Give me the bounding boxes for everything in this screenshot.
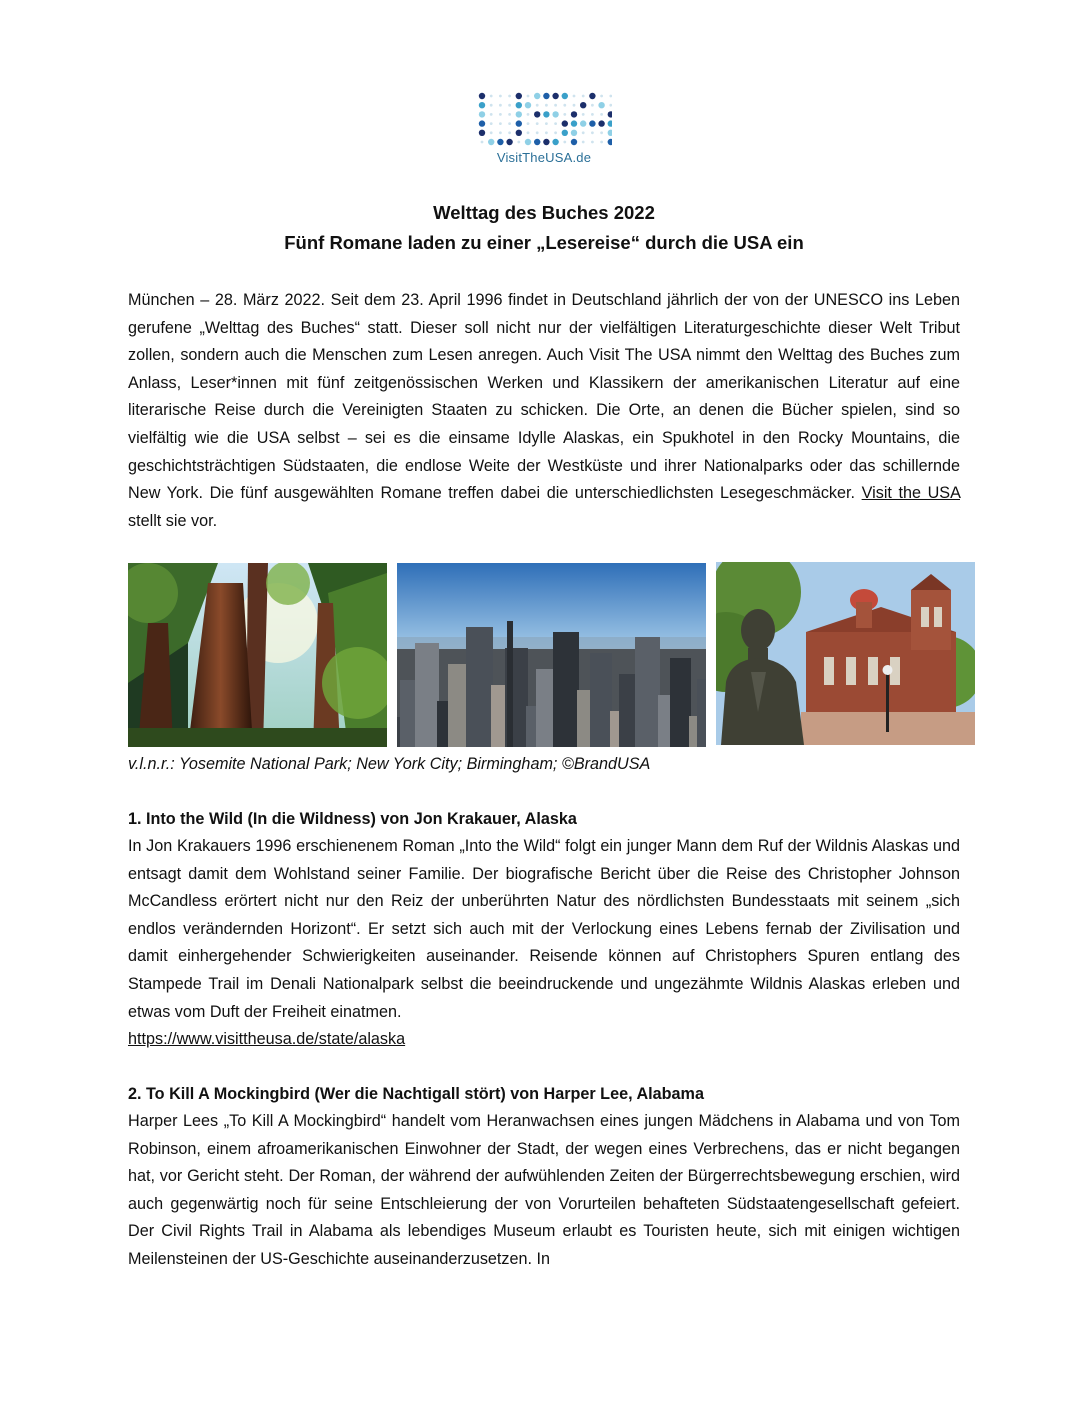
logo-dot xyxy=(508,104,511,107)
logo-dot xyxy=(563,141,566,144)
logo-dot xyxy=(481,141,484,144)
logo-dot xyxy=(534,111,540,117)
building xyxy=(553,632,579,747)
sequoia-forest-image xyxy=(128,563,387,747)
logo-dot xyxy=(552,93,558,99)
logo-dot xyxy=(608,120,612,126)
logo-dot xyxy=(536,122,539,125)
logo-dot xyxy=(490,113,493,116)
logo-dot xyxy=(600,95,603,98)
logo-dot xyxy=(609,104,612,107)
building xyxy=(670,658,691,747)
logo-dot xyxy=(490,95,493,98)
usa-dot-logo-icon xyxy=(476,90,612,148)
logo-dot xyxy=(525,102,531,108)
logo-dot xyxy=(563,113,566,116)
building xyxy=(400,680,417,747)
building xyxy=(619,674,637,747)
logo-dot xyxy=(600,131,603,134)
logo-dot xyxy=(562,130,568,136)
logo-dot xyxy=(499,104,502,107)
logo-dot xyxy=(517,141,520,144)
building xyxy=(697,679,706,747)
logo-dot xyxy=(508,131,511,134)
logo-dot xyxy=(600,141,603,144)
logo-dot xyxy=(608,139,612,145)
logo-dot xyxy=(527,131,530,134)
logo-dot xyxy=(516,102,522,108)
logo-dot xyxy=(562,120,568,126)
alaska-link[interactable]: https://www.visittheusa.de/state/alaska xyxy=(128,1030,406,1049)
logo-dot xyxy=(488,139,494,145)
building xyxy=(536,669,555,747)
logo-dot xyxy=(536,104,539,107)
logo-dot xyxy=(543,111,549,117)
logo-dot xyxy=(582,141,585,144)
logo-dot xyxy=(589,120,595,126)
logo-dot xyxy=(591,141,594,144)
building xyxy=(448,664,468,747)
logo-dot xyxy=(499,131,502,134)
building xyxy=(491,685,507,747)
logo-dot xyxy=(545,122,548,125)
logo-dot xyxy=(508,113,511,116)
logo-dot xyxy=(479,93,485,99)
logo-dot xyxy=(479,111,485,117)
section-body-mockingbird: Harper Lees „To Kill A Mockingbird“ handelt vom Heranwachsen eines jungen Mädchens in Alabama und von Tom Robinson, einem afroamerikanischen Einwohner der Stadt, der wegen eines Verbrechens, das er nicht begangen hat, vor Gericht steht. Der Roman, der während der aufwühlenden Zeiten der Bürgerrechtsbewegung erschien, wird auch gegenwärtig noch für seine Entschleierung der von Vorurteilen behafteten Südstaatengesellschaft gefeiert. Der Civil Rights Trail in Alabama als lebendiges Museum erlaubt es Touristen heute, sich mit einigen wichtigen Meilensteinen der US-Geschichte auseinanderzusetzen. In xyxy=(128,1112,960,1268)
logo-dot xyxy=(580,120,586,126)
logo-dot xyxy=(554,131,557,134)
logo-dot xyxy=(571,120,577,126)
intro-paragraph xyxy=(128,287,960,535)
logo-dot xyxy=(527,95,530,98)
logo-dot xyxy=(545,104,548,107)
logo-dot xyxy=(543,139,549,145)
logo-dot xyxy=(609,95,612,98)
visittheusa-logo xyxy=(476,90,612,168)
logo-dot xyxy=(516,111,522,117)
logo-dot xyxy=(582,113,585,116)
logo-dot xyxy=(479,120,485,126)
logo-dot xyxy=(497,139,503,145)
logo-dot xyxy=(508,122,511,125)
intro-text-end: stellt sie vor. xyxy=(128,511,218,530)
logo-dot xyxy=(589,93,595,99)
logo-dot xyxy=(573,95,576,98)
logo-dot xyxy=(534,93,540,99)
logo-dot xyxy=(479,102,485,108)
logo-dot xyxy=(580,102,586,108)
logo-dot xyxy=(598,102,604,108)
logo-dot xyxy=(499,95,502,98)
photo-new-york-city xyxy=(397,563,706,747)
logo-dot xyxy=(554,122,557,125)
logo-dot xyxy=(573,104,576,107)
logo-dot xyxy=(490,104,493,107)
logo-dot xyxy=(534,139,540,145)
logo-dot xyxy=(516,130,522,136)
logo-dot xyxy=(600,113,603,116)
logo-dot xyxy=(545,131,548,134)
intro-text: München – 28. März 2022. Seit dem 23. April 1996 findet in Deutschland jährlich der von der UNESCO ins Leben gerufene „Welttag des Buches“ statt. Dieser soll nicht nur der vielfältigen Literaturgeschichte dieser Welt Tribut zollen, sondern auch die Menschen zum Lesen anregen. Auch Visit The USA nimmt den Welttag des Buches zum Anlass, Leser*innen mit fünf zeitgenössischen Werken und Klassikern der amerikanischen Literatur auf eine literarische Reise durch die Vereinigten Staaten zu schicken. Die Orte, an denen die Bücher spielen, sind so vielfältig wie die USA selbst – sei es die einsame Idylle Alaskas, ein Spukhotel in den Rocky Mountains, die geschichtsträchtigen Südstaaten, die endlose Weite der Westküste und ihrer Nationalparks oder das schillernde New York. Die fünf ausgewählten Romane treffen dabei die unterschiedlichsten Lesegeschmäcker. xyxy=(128,291,960,503)
logo-dot xyxy=(608,130,612,136)
section-text: In Jon Krakauers 1996 erschienenem Roman „Into the Wild“ folgt ein junger Mann dem Ruf der Wildnis Alaskas und entsagt damit dem Wohlstand seiner Familie. Der biografische Bericht über die Reise des Christopher Johnson McCandless erörtert nicht nur den Reiz der unberührten Natur des nördlichsten Bundesstaats mit seinem „sich endlos verändernden Horizont“. Er setzt sich auch mit der Verlockung eines Lebens fernab der Zivilisation und damit einhergehender Schwierigkeiten auseinander. Reisende können auf Christophers Spuren entlang des Stampede Trail im Denali Nationalpark selbst die beeindruckende und ungezähmte Wildnis Alaskas erleben und etwas vom Duft der Freiheit einatmen. xyxy=(128,837,960,1021)
birmingham-church-image xyxy=(716,562,975,745)
logo-dot xyxy=(525,139,531,145)
photo-yosemite xyxy=(128,563,387,747)
section-heading-mockingbird: 2. To Kill A Mockingbird (Wer die Nachtigall stört) von Harper Lee, Alabama xyxy=(128,1085,704,1103)
logo-dot xyxy=(571,111,577,117)
logo-dot xyxy=(516,120,522,126)
building xyxy=(590,653,612,747)
logo-dot xyxy=(591,131,594,134)
logo-dot xyxy=(598,120,604,126)
logo-dot xyxy=(552,111,558,117)
section-body-into-the-wild xyxy=(128,833,960,1054)
photo-caption: v.l.n.r.: Yosemite National Park; New York City; Birmingham; ©BrandUSA xyxy=(128,755,651,773)
logo-dot xyxy=(571,139,577,145)
tower xyxy=(507,621,513,747)
logo-dot xyxy=(554,104,557,107)
logo-dot xyxy=(499,122,502,125)
logo-dot xyxy=(563,104,566,107)
logo-dot xyxy=(508,95,511,98)
logo-dot xyxy=(571,130,577,136)
logo-dot xyxy=(527,122,530,125)
logo-dot xyxy=(506,139,512,145)
logo-dot xyxy=(516,93,522,99)
logo-dot xyxy=(562,93,568,99)
building xyxy=(577,690,592,747)
page-subtitle: Fünf Romane laden zu einer „Lesereise“ durch die USA ein xyxy=(284,232,804,253)
logo-dot xyxy=(536,131,539,134)
section-heading-into-the-wild: 1. Into the Wild (In die Wildness) von Jon Krakauer, Alaska xyxy=(128,810,577,828)
visit-the-usa-link[interactable]: Visit the USA xyxy=(861,484,960,503)
logo-dot xyxy=(479,130,485,136)
logo-dot xyxy=(582,131,585,134)
building xyxy=(658,695,672,747)
logo-dot xyxy=(490,131,493,134)
logo-caption: VisitTheUSA.de xyxy=(496,150,592,165)
logo-dot xyxy=(608,111,612,117)
logo-dot xyxy=(591,104,594,107)
logo-dot xyxy=(591,113,594,116)
logo-dot xyxy=(582,95,585,98)
logo-dot xyxy=(499,113,502,116)
logo-dot xyxy=(527,113,530,116)
logo-dot xyxy=(543,93,549,99)
building xyxy=(466,627,493,747)
building xyxy=(635,637,660,747)
page-title: Welttag des Buches 2022 xyxy=(433,202,655,223)
nyc-skyline-image xyxy=(397,563,706,747)
photo-birmingham xyxy=(716,562,975,745)
logo-dot xyxy=(490,122,493,125)
logo-dot xyxy=(552,139,558,145)
building xyxy=(415,643,439,747)
